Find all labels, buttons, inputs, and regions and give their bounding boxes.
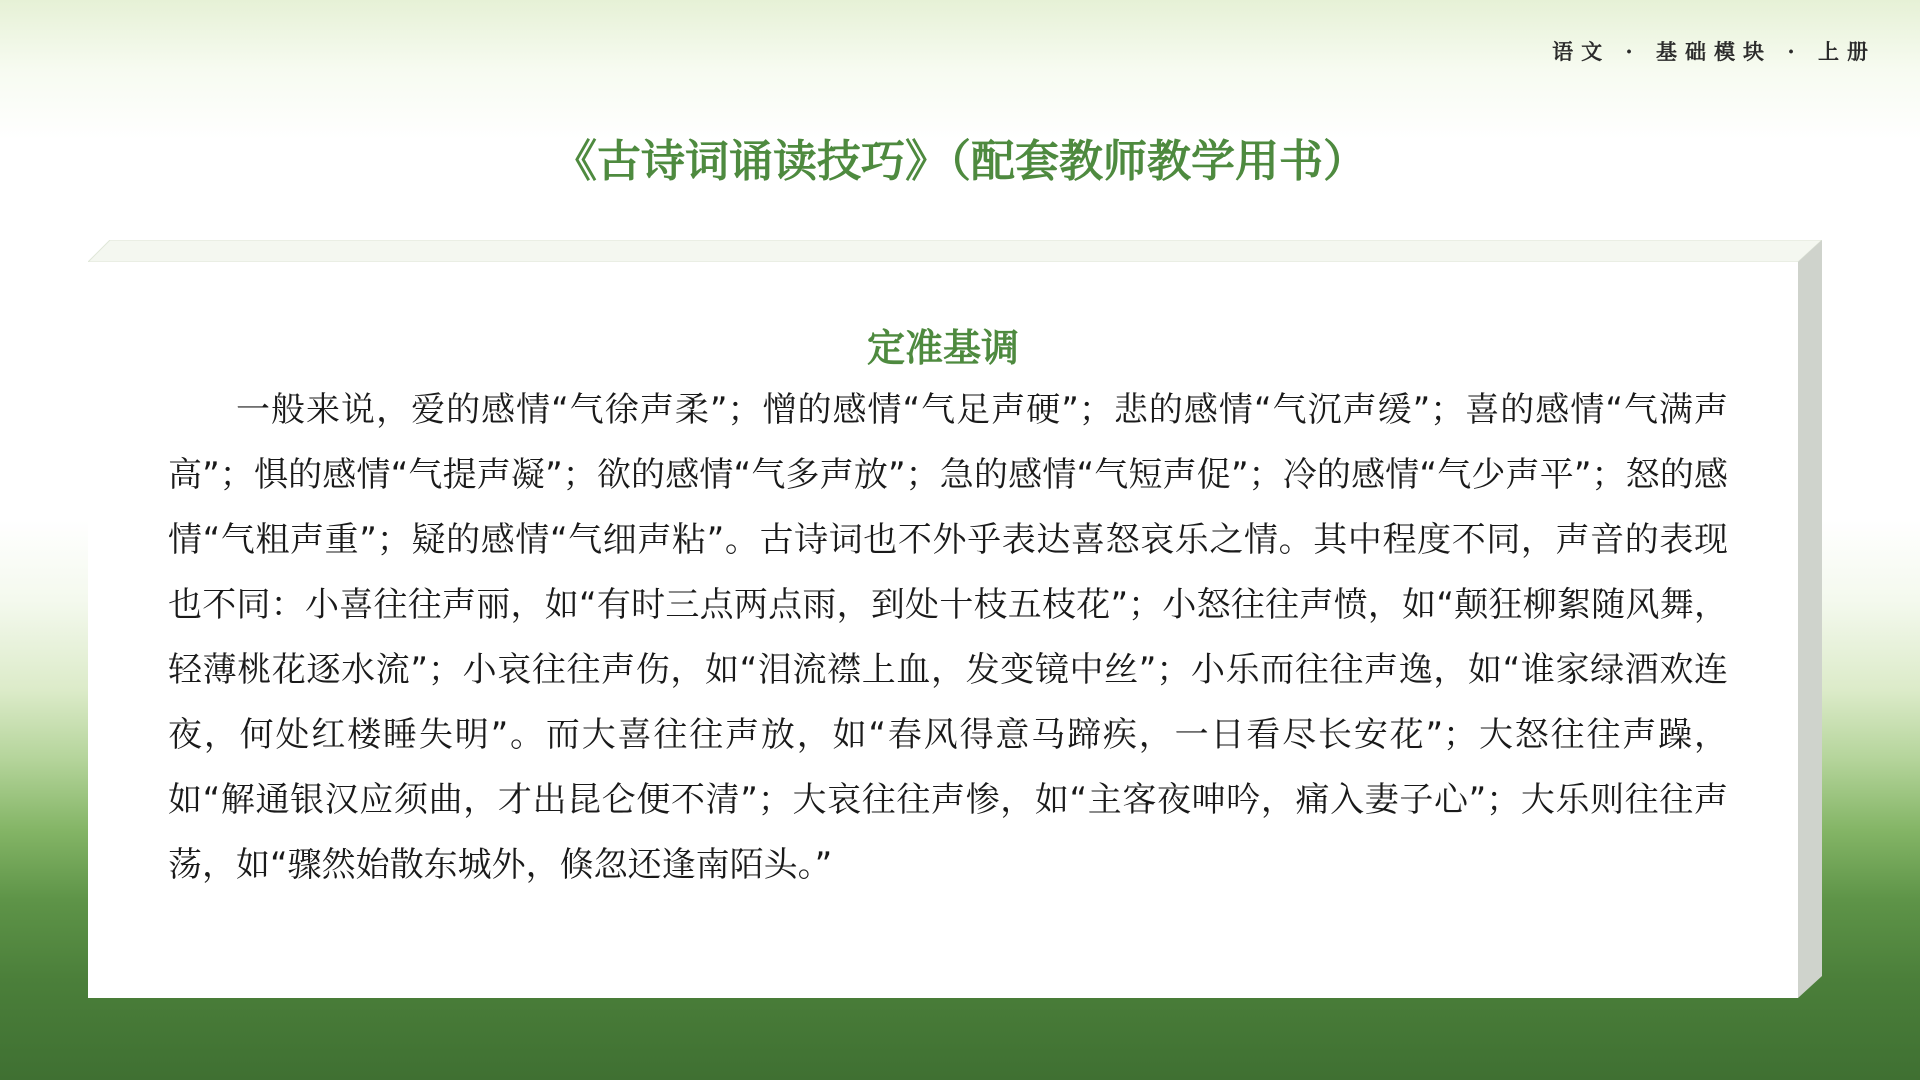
card-side-bevel <box>1798 240 1822 998</box>
card-body-text: 一般来说，爱的感情“气徐声柔”；憎的感情“气足声硬”；悲的感情“气沉声缓”；喜的感情“气满声高”；惧的感情“气提声凝”；欲的感情“气多声放”；急的感情“气短声促”；冷的感情“气少声平”；怒的感情“气粗声重”；疑的感情“气细声粘”。古诗词也不外乎表达喜怒哀乐之情。其中程度不同，声音的表现也不同：小喜往往声丽，如“有时三点两点雨，到处十枝五枝花”；小怒往往声愤，如“颠狂柳絮随风舞，轻薄桃花逐水流”；小哀往往声伤，如“泪流襟上血，发变镜中丝”；小乐而往往声逸，如“谁家绿酒欢连夜，何处红楼睡失明”。而大喜往往声放，如“春风得意马蹄疾，一日看尽长安花”；大怒往往声躁，如“解通银汉应须曲，才出昆仑便不清”；大哀往往声惨，如“主客夜呻吟，痛入妻子心”；大乐则往往声荡，如“骤然始散东城外，倏忽还逢南陌头。” <box>168 390 1728 885</box>
content-card <box>88 240 1822 998</box>
card-top-bevel <box>88 240 1822 262</box>
card-heading: 定准基调 <box>866 326 1019 370</box>
card-panel <box>88 262 1798 998</box>
header-label: 语文 · 基础模块 · 上册 <box>1552 39 1876 64</box>
page-title: 《古诗词诵读技巧》（配套教师教学用书） <box>553 136 1367 187</box>
